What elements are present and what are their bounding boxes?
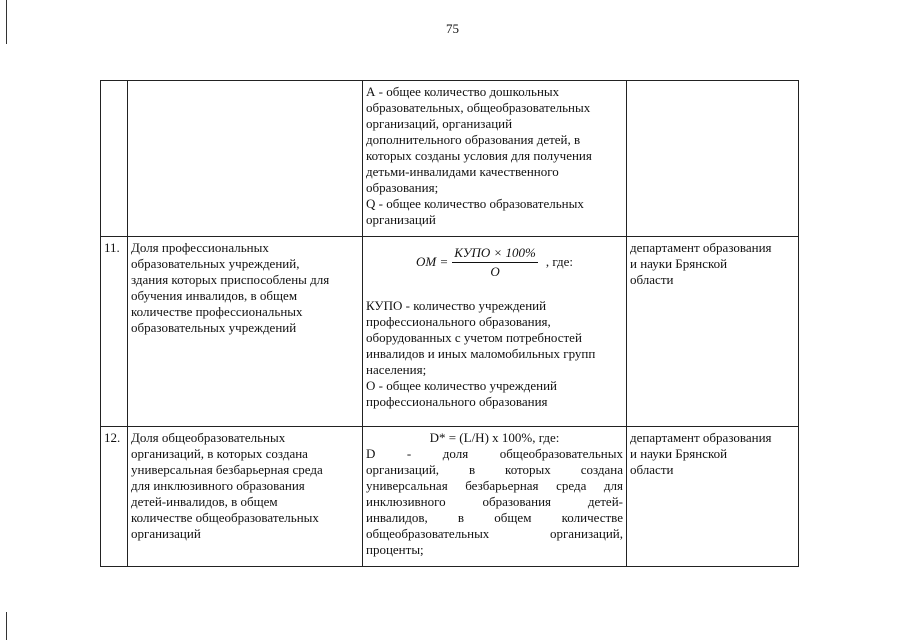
indicator-name-line: организаций, в которых создана — [131, 446, 308, 461]
indicator-name-line: Доля профессиональных — [131, 240, 269, 255]
method-line: оборудованных с учетом потребностей — [366, 330, 582, 345]
method-cell — [363, 237, 627, 427]
method-cell — [363, 427, 627, 567]
responsible-cell — [627, 237, 799, 427]
method-line: детьми-инвалидами качественного — [366, 164, 559, 179]
indicator-name-line: здания которых приспособлены для — [131, 272, 330, 287]
formula-denominator: О — [490, 263, 500, 279]
indicator-name-line: количестве профессиональных — [131, 304, 303, 319]
indicator-name-cell — [128, 237, 363, 427]
indicator-name-line: универсальная безбарьерная среда — [131, 462, 323, 477]
responsible-line: области — [630, 272, 674, 287]
table-row-11 — [101, 237, 799, 427]
formula-suffix: , где: — [545, 254, 574, 269]
indicator-name-cell — [128, 81, 363, 237]
method-line: образования; — [366, 180, 439, 195]
method-line: проценты; — [366, 542, 424, 557]
table-row-12 — [101, 427, 799, 567]
method-cell — [363, 81, 627, 237]
responsible-line: департамент образования — [630, 430, 772, 445]
method-line: населения; — [366, 362, 427, 377]
indicator-name-cell — [128, 427, 363, 567]
indicator-name-line: обучения инвалидов, в общем — [131, 288, 298, 303]
formula-d: D* = (L/H) x 100%, где: — [429, 430, 560, 445]
row-number-cell: 11. — [101, 237, 128, 427]
method-line: профессионального образования — [366, 394, 548, 409]
method-line: дополнительного образования детей, в — [366, 132, 581, 147]
method-line: организаций, организаций — [366, 116, 513, 131]
method-line: инвалидов и иных маломобильных групп — [366, 346, 596, 361]
method-line: О - общее количество учреждений — [366, 378, 557, 393]
method-line: Q - общее количество образовательных — [366, 196, 584, 211]
method-line: образовательных, общеобразовательных — [366, 100, 591, 115]
indicator-name-line: детей-инвалидов, в общем — [131, 494, 278, 509]
responsible-line: и науки Брянской — [630, 446, 728, 461]
indicator-table — [100, 80, 799, 567]
method-line: КУПО - количество учреждений — [366, 298, 547, 313]
method-line: инвалидов, в общем количестве — [366, 510, 623, 525]
method-line: организаций — [366, 212, 436, 227]
formula-fraction — [452, 245, 538, 280]
indicator-name-line: образовательных учреждений, — [131, 256, 300, 271]
method-line: А - общее количество дошкольных — [366, 84, 560, 99]
indicator-name-line: количестве общеобразовательных — [131, 510, 319, 525]
method-line: общеобразовательных организаций, — [366, 526, 623, 541]
responsible-cell — [627, 81, 799, 237]
responsible-cell — [627, 427, 799, 567]
indicator-name-line: организаций — [131, 526, 201, 541]
formula-numerator: КУПО × 100% — [452, 245, 538, 263]
responsible-line: департамент образования — [630, 240, 772, 255]
indicator-name-line: Доля общеобразовательных — [131, 430, 286, 445]
method-line: организаций, в которых создана — [366, 462, 623, 477]
row-number-cell — [101, 81, 128, 237]
method-line: инклюзивного образования детей- — [366, 494, 623, 509]
method-line: D - доля общеобразовательных — [366, 446, 623, 461]
scan-edge-mark — [6, 612, 7, 640]
page-number: 75 — [446, 21, 459, 36]
indicator-name-line: для инклюзивного образования — [131, 478, 305, 493]
formula-om — [366, 240, 623, 284]
indicator-name-line: образовательных учреждений — [131, 320, 297, 335]
responsible-line: и науки Брянской — [630, 256, 728, 271]
method-line: универсальная безбарьерная среда для — [366, 478, 623, 493]
responsible-line: области — [630, 462, 674, 477]
method-line: профессионального образования, — [366, 314, 551, 329]
row-number-cell: 12. — [101, 427, 128, 567]
method-line: которых созданы условия для получения — [366, 148, 592, 163]
table-row-continuation — [101, 81, 799, 237]
formula-lhs: ОМ = — [415, 254, 449, 269]
